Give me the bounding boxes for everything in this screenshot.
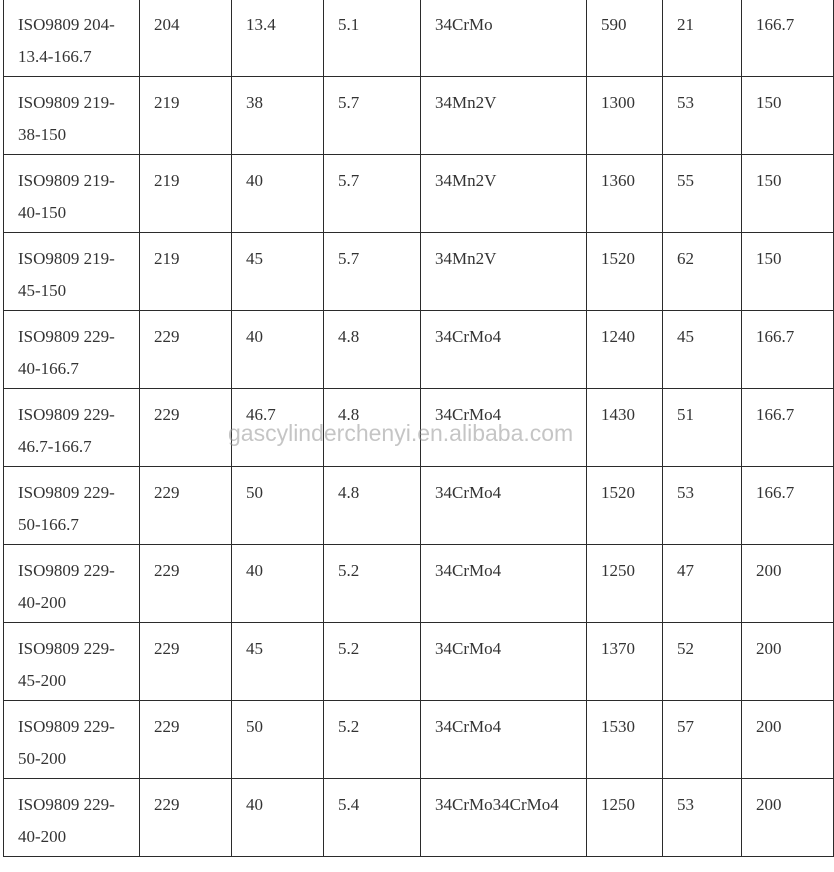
cell-text: 46.7 bbox=[246, 405, 276, 424]
cell-text: 62 bbox=[677, 249, 694, 268]
cell-length bbox=[587, 545, 663, 623]
cell-text: 219 bbox=[154, 171, 180, 190]
cell-text: 34CrMo4 bbox=[435, 561, 502, 580]
cell-weight bbox=[663, 233, 742, 311]
cell-text: 55 bbox=[677, 171, 694, 190]
cell-outer-diameter bbox=[140, 0, 232, 77]
cell-model bbox=[4, 77, 140, 155]
cell-working-pressure bbox=[742, 233, 834, 311]
cell-model bbox=[4, 701, 140, 779]
cell-outer-diameter bbox=[140, 779, 232, 857]
cell-text: 229 bbox=[154, 639, 180, 658]
cell-text: ISO9809 229-45-200 bbox=[18, 639, 115, 690]
cell-text: 166.7 bbox=[756, 405, 795, 424]
cell-text: 57 bbox=[677, 717, 694, 736]
cell-text: 1300 bbox=[601, 93, 635, 112]
cell-text: 590 bbox=[601, 15, 627, 34]
cell-material bbox=[421, 701, 587, 779]
cell-text: 21 bbox=[677, 15, 694, 34]
cell-wall-thickness bbox=[324, 311, 421, 389]
cell-text: 1240 bbox=[601, 327, 635, 346]
cell-weight bbox=[663, 389, 742, 467]
cell-text: 1430 bbox=[601, 405, 635, 424]
cell-weight bbox=[663, 623, 742, 701]
cell-text: 45 bbox=[246, 639, 263, 658]
cell-wall-thickness bbox=[324, 0, 421, 77]
cell-text: ISO9809 204-13.4-166.7 bbox=[18, 15, 115, 66]
cell-text: ISO9809 229-40-166.7 bbox=[18, 327, 115, 378]
cell-length bbox=[587, 77, 663, 155]
cell-length bbox=[587, 467, 663, 545]
cell-material bbox=[421, 623, 587, 701]
cell-volume bbox=[232, 467, 324, 545]
cell-wall-thickness bbox=[324, 233, 421, 311]
cell-text: 219 bbox=[154, 249, 180, 268]
cell-text: ISO9809 229-40-200 bbox=[18, 795, 115, 846]
cell-weight bbox=[663, 77, 742, 155]
cell-volume bbox=[232, 311, 324, 389]
cell-working-pressure bbox=[742, 311, 834, 389]
cell-material bbox=[421, 0, 587, 77]
cell-text: ISO9809 219-40-150 bbox=[18, 171, 115, 222]
cell-text: 50 bbox=[246, 717, 263, 736]
cell-text: 5.2 bbox=[338, 717, 360, 736]
cell-text: 40 bbox=[246, 327, 263, 346]
cell-length bbox=[587, 701, 663, 779]
cell-material bbox=[421, 233, 587, 311]
cell-text: 34CrMo4 bbox=[435, 327, 502, 346]
cell-text: 229 bbox=[154, 483, 180, 502]
cell-model bbox=[4, 0, 140, 77]
cell-outer-diameter bbox=[140, 467, 232, 545]
table-row bbox=[4, 545, 834, 623]
table-body bbox=[4, 0, 834, 857]
cell-text: 150 bbox=[756, 93, 782, 112]
cell-text: 51 bbox=[677, 405, 694, 424]
cell-weight bbox=[663, 545, 742, 623]
table-row bbox=[4, 77, 834, 155]
cell-length bbox=[587, 779, 663, 857]
cell-volume bbox=[232, 77, 324, 155]
cell-length bbox=[587, 311, 663, 389]
table-row bbox=[4, 623, 834, 701]
cell-text: 229 bbox=[154, 327, 180, 346]
specification-table bbox=[3, 0, 834, 857]
cell-text: 1530 bbox=[601, 717, 635, 736]
cell-working-pressure bbox=[742, 779, 834, 857]
cell-text: 166.7 bbox=[756, 327, 795, 346]
cell-text: 34Mn2V bbox=[435, 93, 497, 112]
cell-text: 150 bbox=[756, 249, 782, 268]
table-row bbox=[4, 233, 834, 311]
cell-text: ISO9809 229-50-200 bbox=[18, 717, 115, 768]
cell-material bbox=[421, 779, 587, 857]
table-row bbox=[4, 311, 834, 389]
cell-text: 53 bbox=[677, 483, 694, 502]
cell-volume bbox=[232, 623, 324, 701]
cell-model bbox=[4, 467, 140, 545]
cell-weight bbox=[663, 701, 742, 779]
cell-text: 229 bbox=[154, 795, 180, 814]
cell-volume bbox=[232, 389, 324, 467]
table-row bbox=[4, 389, 834, 467]
cell-text: 1250 bbox=[601, 561, 635, 580]
table-row bbox=[4, 155, 834, 233]
cell-text: 5.4 bbox=[338, 795, 360, 814]
cell-wall-thickness bbox=[324, 389, 421, 467]
cell-weight bbox=[663, 311, 742, 389]
cell-model bbox=[4, 545, 140, 623]
cell-text: 200 bbox=[756, 639, 782, 658]
table-row bbox=[4, 0, 834, 77]
cell-working-pressure bbox=[742, 545, 834, 623]
cell-text: 200 bbox=[756, 795, 782, 814]
cell-volume bbox=[232, 233, 324, 311]
cell-weight bbox=[663, 0, 742, 77]
cell-weight bbox=[663, 155, 742, 233]
cell-text: 150 bbox=[756, 171, 782, 190]
cell-text: 52 bbox=[677, 639, 694, 658]
cell-model bbox=[4, 623, 140, 701]
cell-text: 45 bbox=[246, 249, 263, 268]
cell-text: 1370 bbox=[601, 639, 635, 658]
cell-text: 40 bbox=[246, 171, 263, 190]
cell-text: 5.7 bbox=[338, 171, 360, 190]
cell-text: ISO9809 219-38-150 bbox=[18, 93, 115, 144]
cell-text: 4.8 bbox=[338, 483, 360, 502]
cell-length bbox=[587, 155, 663, 233]
cell-wall-thickness bbox=[324, 467, 421, 545]
cell-text: 229 bbox=[154, 561, 180, 580]
cell-length bbox=[587, 623, 663, 701]
cell-text: 53 bbox=[677, 93, 694, 112]
cell-text: 229 bbox=[154, 717, 180, 736]
cell-text: 40 bbox=[246, 561, 263, 580]
cell-text: 5.7 bbox=[338, 249, 360, 268]
cell-material bbox=[421, 545, 587, 623]
table-row bbox=[4, 467, 834, 545]
cell-outer-diameter bbox=[140, 77, 232, 155]
cell-length bbox=[587, 389, 663, 467]
cell-text: 1520 bbox=[601, 483, 635, 502]
cell-text: 34Mn2V bbox=[435, 171, 497, 190]
cell-wall-thickness bbox=[324, 623, 421, 701]
cell-text: 34CrMo4 bbox=[435, 717, 502, 736]
cell-volume bbox=[232, 155, 324, 233]
cell-material bbox=[421, 467, 587, 545]
cell-working-pressure bbox=[742, 701, 834, 779]
cell-text: 34CrMo4 bbox=[435, 483, 502, 502]
cell-text: 4.8 bbox=[338, 405, 360, 424]
cell-working-pressure bbox=[742, 155, 834, 233]
cell-outer-diameter bbox=[140, 311, 232, 389]
cell-material bbox=[421, 155, 587, 233]
cell-text: 5.7 bbox=[338, 93, 360, 112]
cell-text: 38 bbox=[246, 93, 263, 112]
cell-text: 166.7 bbox=[756, 483, 795, 502]
cell-working-pressure bbox=[742, 389, 834, 467]
table-row bbox=[4, 779, 834, 857]
watermark: gascylinderchenyi.en.alibaba.com bbox=[228, 420, 574, 446]
cell-text: 5.2 bbox=[338, 639, 360, 658]
cell-wall-thickness bbox=[324, 155, 421, 233]
cell-text: 34CrMo4 bbox=[435, 405, 502, 424]
cell-model bbox=[4, 311, 140, 389]
table-row bbox=[4, 701, 834, 779]
cell-working-pressure bbox=[742, 77, 834, 155]
cell-material bbox=[421, 77, 587, 155]
cell-material bbox=[421, 389, 587, 467]
cell-weight bbox=[663, 467, 742, 545]
cell-weight bbox=[663, 779, 742, 857]
cell-volume bbox=[232, 779, 324, 857]
cell-text: ISO9809 219-45-150 bbox=[18, 249, 115, 300]
cell-text: 47 bbox=[677, 561, 694, 580]
cell-model bbox=[4, 779, 140, 857]
cell-volume bbox=[232, 701, 324, 779]
cell-text: 1360 bbox=[601, 171, 635, 190]
cell-outer-diameter bbox=[140, 155, 232, 233]
cell-outer-diameter bbox=[140, 545, 232, 623]
cell-working-pressure bbox=[742, 0, 834, 77]
cell-text: 40 bbox=[246, 795, 263, 814]
cell-text: 34CrMo4 bbox=[435, 639, 502, 658]
cell-wall-thickness bbox=[324, 701, 421, 779]
cell-length bbox=[587, 0, 663, 77]
cell-text: ISO9809 229-50-166.7 bbox=[18, 483, 115, 534]
cell-text: 204 bbox=[154, 15, 180, 34]
cell-text: 200 bbox=[756, 561, 782, 580]
cell-text: 1520 bbox=[601, 249, 635, 268]
cell-model bbox=[4, 155, 140, 233]
cell-outer-diameter bbox=[140, 623, 232, 701]
cell-text: 5.1 bbox=[338, 15, 360, 34]
cell-working-pressure bbox=[742, 467, 834, 545]
cell-text: 200 bbox=[756, 717, 782, 736]
cell-text: 166.7 bbox=[756, 15, 795, 34]
cell-text: 1250 bbox=[601, 795, 635, 814]
cell-wall-thickness bbox=[324, 545, 421, 623]
cell-outer-diameter bbox=[140, 701, 232, 779]
cell-text: 45 bbox=[677, 327, 694, 346]
cell-text: 229 bbox=[154, 405, 180, 424]
cell-text: 34CrMo bbox=[435, 15, 493, 34]
cell-volume bbox=[232, 545, 324, 623]
cell-working-pressure bbox=[742, 623, 834, 701]
cell-text: 5.2 bbox=[338, 561, 360, 580]
cell-text: 4.8 bbox=[338, 327, 360, 346]
cell-wall-thickness bbox=[324, 779, 421, 857]
cell-outer-diameter bbox=[140, 389, 232, 467]
cell-length bbox=[587, 233, 663, 311]
cell-material bbox=[421, 311, 587, 389]
cell-text: ISO9809 229-46.7-166.7 bbox=[18, 405, 115, 456]
cell-text: 53 bbox=[677, 795, 694, 814]
cell-model bbox=[4, 233, 140, 311]
cell-text: ISO9809 229-40-200 bbox=[18, 561, 115, 612]
cell-text: 34Mn2V bbox=[435, 249, 497, 268]
cell-wall-thickness bbox=[324, 77, 421, 155]
cell-text: 34CrMo34CrMo4 bbox=[435, 795, 559, 814]
cell-volume bbox=[232, 0, 324, 77]
cell-text: 219 bbox=[154, 93, 180, 112]
cell-text: 13.4 bbox=[246, 15, 276, 34]
cell-model bbox=[4, 389, 140, 467]
cell-outer-diameter bbox=[140, 233, 232, 311]
cell-text: 50 bbox=[246, 483, 263, 502]
